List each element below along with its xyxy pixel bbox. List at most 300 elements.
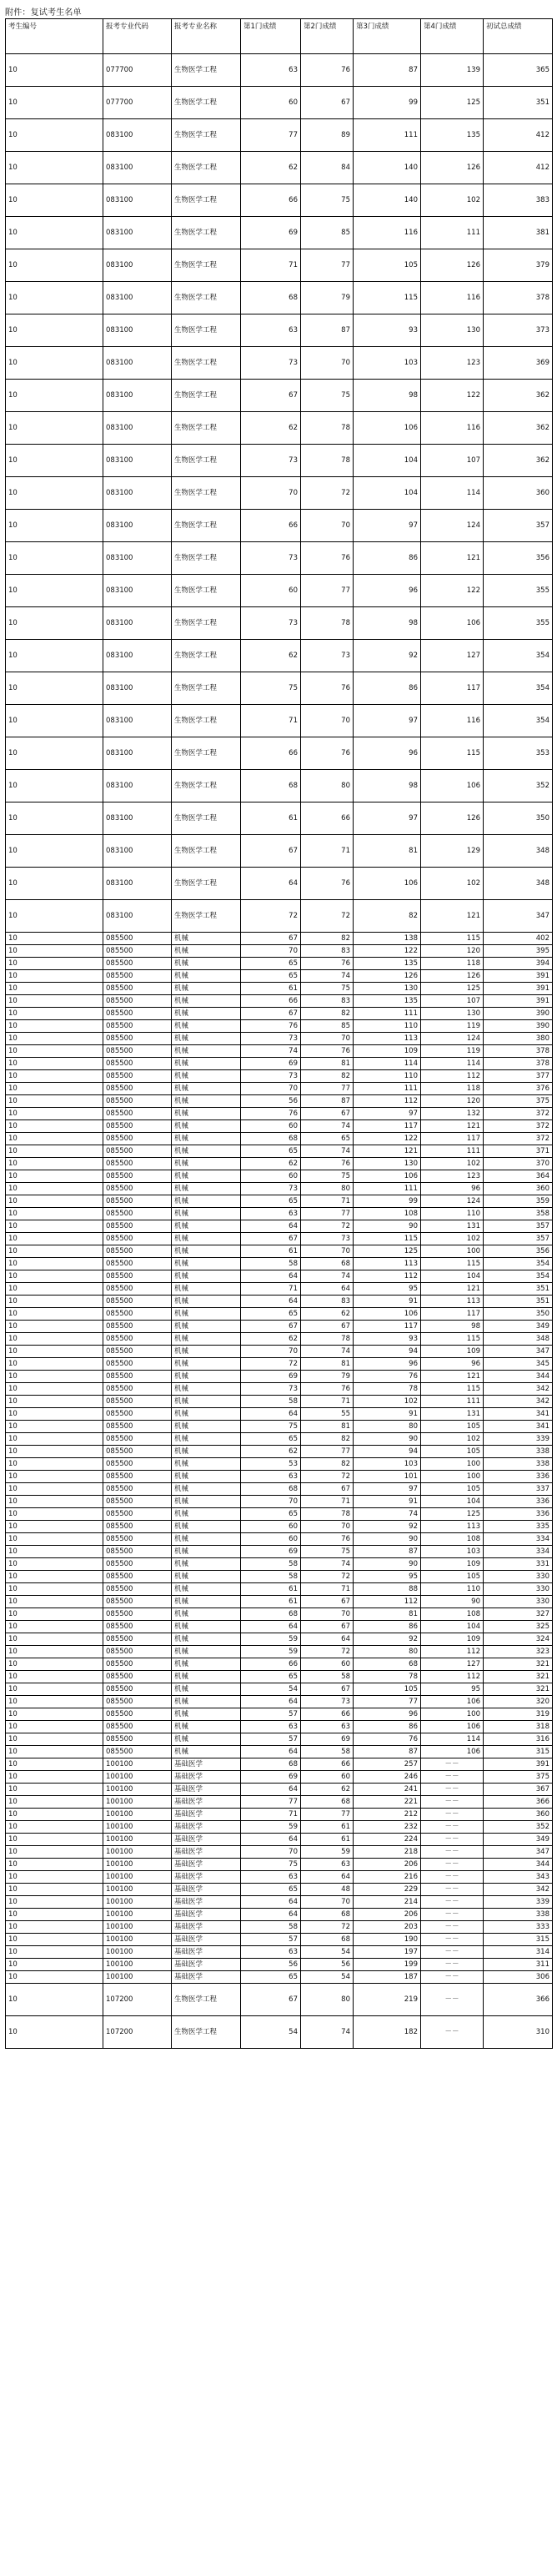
- cell-major-name: 机械: [172, 1608, 241, 1621]
- cell-candidate-id: 10: [6, 1145, 103, 1158]
- table-row: [6, 1646, 553, 1658]
- cell-score-4: 102: [421, 184, 484, 217]
- cell-score-2: 71: [301, 1496, 354, 1508]
- cell-major-code: 085500: [103, 1371, 172, 1383]
- cell-major-code: 100100: [103, 1834, 172, 1846]
- cell-score-4: 124: [421, 1195, 484, 1208]
- cell-score-3: 257: [354, 1758, 421, 1771]
- cell-total-score: 355: [484, 607, 553, 640]
- cell-score-1: 73: [241, 1070, 301, 1083]
- cell-score-1: 63: [241, 1208, 301, 1220]
- cell-total-score: 310: [484, 2016, 553, 2049]
- cell-score-2: 80: [301, 1984, 354, 2016]
- cell-major-name: 机械: [172, 1496, 241, 1508]
- cell-major-code: 085500: [103, 995, 172, 1008]
- cell-major-name: 生物医学工程: [172, 575, 241, 607]
- cell-score-3: 93: [354, 1333, 421, 1346]
- cell-total-score: 412: [484, 152, 553, 184]
- cell-total-score: 347: [484, 900, 553, 933]
- cell-score-2: 68: [301, 1258, 354, 1270]
- cell-major-code: 083100: [103, 249, 172, 282]
- cell-candidate-id: 10: [6, 1358, 103, 1371]
- cell-score-1: 63: [241, 1871, 301, 1884]
- cell-score-4: 108: [421, 1608, 484, 1621]
- cell-score-3: 216: [354, 1871, 421, 1884]
- cell-major-code: 085500: [103, 1045, 172, 1058]
- table-row: [6, 933, 553, 945]
- cell-major-name: 机械: [172, 1483, 241, 1496]
- table-row: [6, 995, 553, 1008]
- cell-score-1: 66: [241, 737, 301, 770]
- cell-score-1: 71: [241, 705, 301, 737]
- cell-candidate-id: 10: [6, 1408, 103, 1421]
- cell-major-code: 100100: [103, 1909, 172, 1921]
- cell-score-4: 123: [421, 347, 484, 380]
- table-row: [6, 314, 553, 347]
- cell-major-code: 085500: [103, 1245, 172, 1258]
- cell-score-1: 62: [241, 1333, 301, 1346]
- cell-candidate-id: 10: [6, 1346, 103, 1358]
- cell-score-1: 70: [241, 1346, 301, 1358]
- table-row: [6, 983, 553, 995]
- cell-score-2: 67: [301, 87, 354, 119]
- cell-score-1: 64: [241, 1696, 301, 1708]
- cell-major-code: 085500: [103, 1658, 172, 1671]
- cell-candidate-id: 10: [6, 1658, 103, 1671]
- cell-score-2: 74: [301, 2016, 354, 2049]
- cell-score-1: 68: [241, 1483, 301, 1496]
- cell-score-2: 66: [301, 1708, 354, 1721]
- cell-score-3: 103: [354, 1458, 421, 1471]
- table-row: [6, 1658, 553, 1671]
- cell-score-3: 87: [354, 54, 421, 87]
- cell-score-3: 111: [354, 1183, 421, 1195]
- cell-total-score: 316: [484, 1733, 553, 1746]
- cell-score-1: 68: [241, 1133, 301, 1145]
- cell-candidate-id: 10: [6, 970, 103, 983]
- cell-score-3: 95: [354, 1571, 421, 1583]
- cell-score-3: 115: [354, 1233, 421, 1245]
- cell-major-code: 085500: [103, 1270, 172, 1283]
- cell-major-name: 机械: [172, 1633, 241, 1646]
- cell-score-2: 62: [301, 1784, 354, 1796]
- cell-score-3: 111: [354, 1008, 421, 1020]
- cell-major-name: 生物医学工程: [172, 1984, 241, 2016]
- cell-candidate-id: 10: [6, 184, 103, 217]
- cell-major-name: 机械: [172, 1446, 241, 1458]
- cell-score-1: 69: [241, 1371, 301, 1383]
- cell-score-3: 187: [354, 1971, 421, 1984]
- cell-score-3: 88: [354, 1583, 421, 1596]
- cell-score-3: 86: [354, 542, 421, 575]
- cell-candidate-id: 10: [6, 1371, 103, 1383]
- table-row: [6, 1446, 553, 1458]
- cell-score-3: 105: [354, 1683, 421, 1696]
- header-score-4: 第4门成绩: [421, 19, 484, 54]
- cell-score-2: 75: [301, 1546, 354, 1558]
- cell-score-1: 59: [241, 1821, 301, 1834]
- cell-total-score: 321: [484, 1671, 553, 1683]
- table-row: [6, 1258, 553, 1270]
- cell-major-code: 083100: [103, 380, 172, 412]
- cell-score-4: 106: [421, 1746, 484, 1758]
- cell-major-name: 机械: [172, 1183, 241, 1195]
- cell-total-score: 357: [484, 1220, 553, 1233]
- cell-major-name: 机械: [172, 1120, 241, 1133]
- cell-score-2: 74: [301, 1346, 354, 1358]
- cell-total-score: 359: [484, 1195, 553, 1208]
- cell-major-code: 085500: [103, 1608, 172, 1621]
- cell-score-3: 218: [354, 1846, 421, 1859]
- cell-major-name: 机械: [172, 1195, 241, 1208]
- cell-score-3: 94: [354, 1446, 421, 1458]
- cell-candidate-id: 10: [6, 933, 103, 945]
- cell-score-3: 125: [354, 1245, 421, 1258]
- cell-score-1: 67: [241, 835, 301, 868]
- cell-total-score: 350: [484, 802, 553, 835]
- table-row: [6, 1208, 553, 1220]
- cell-major-code: 085500: [103, 1058, 172, 1070]
- cell-score-1: 58: [241, 1258, 301, 1270]
- cell-total-score: 354: [484, 1270, 553, 1283]
- cell-total-score: 394: [484, 958, 553, 970]
- table-row: [6, 1708, 553, 1721]
- cell-score-2: 73: [301, 1233, 354, 1245]
- cell-score-3: 113: [354, 1258, 421, 1270]
- cell-candidate-id: 10: [6, 1758, 103, 1771]
- cell-candidate-id: 10: [6, 958, 103, 970]
- cell-score-3: 87: [354, 1546, 421, 1558]
- cell-major-code: 085500: [103, 1095, 172, 1108]
- cell-score-4: －－: [421, 1758, 484, 1771]
- table-row: [6, 1058, 553, 1070]
- cell-total-score: 349: [484, 1834, 553, 1846]
- cell-major-code: 085500: [103, 1083, 172, 1095]
- table-row: [6, 445, 553, 477]
- cell-major-name: 机械: [172, 1033, 241, 1045]
- cell-major-name: 机械: [172, 1558, 241, 1571]
- cell-score-3: 115: [354, 282, 421, 314]
- cell-score-1: 65: [241, 1884, 301, 1896]
- cell-score-1: 57: [241, 1733, 301, 1746]
- cell-score-1: 60: [241, 1533, 301, 1546]
- table-row: [6, 1784, 553, 1796]
- cell-major-name: 机械: [172, 1671, 241, 1683]
- cell-major-code: 100100: [103, 1971, 172, 1984]
- cell-major-name: 机械: [172, 1346, 241, 1358]
- cell-score-2: 82: [301, 1070, 354, 1083]
- cell-score-2: 48: [301, 1884, 354, 1896]
- cell-score-1: 63: [241, 1721, 301, 1733]
- cell-score-2: 64: [301, 1871, 354, 1884]
- cell-major-code: 085500: [103, 1621, 172, 1633]
- cell-major-code: 083100: [103, 737, 172, 770]
- table-row: [6, 347, 553, 380]
- cell-major-name: 机械: [172, 1208, 241, 1220]
- table-row: [6, 1396, 553, 1408]
- cell-candidate-id: 10: [6, 1846, 103, 1859]
- cell-score-1: 76: [241, 1020, 301, 1033]
- cell-candidate-id: 10: [6, 1521, 103, 1533]
- cell-candidate-id: 10: [6, 1245, 103, 1258]
- cell-score-3: 81: [354, 835, 421, 868]
- cell-score-2: 73: [301, 1696, 354, 1708]
- cell-major-code: 085500: [103, 1258, 172, 1270]
- cell-major-code: 107200: [103, 1984, 172, 2016]
- cell-candidate-id: 10: [6, 1095, 103, 1108]
- cell-total-score: 351: [484, 1296, 553, 1308]
- cell-major-name: 机械: [172, 933, 241, 945]
- table-row: [6, 1321, 553, 1333]
- cell-major-name: 机械: [172, 1070, 241, 1083]
- cell-score-1: 64: [241, 1621, 301, 1633]
- cell-score-2: 77: [301, 249, 354, 282]
- header-candidate-id: 考生编号: [6, 19, 103, 54]
- cell-candidate-id: 10: [6, 542, 103, 575]
- cell-score-2: 76: [301, 1383, 354, 1396]
- cell-total-score: 356: [484, 542, 553, 575]
- table-row: [6, 1934, 553, 1946]
- cell-total-score: 336: [484, 1508, 553, 1521]
- cell-total-score: 376: [484, 1083, 553, 1095]
- cell-score-1: 64: [241, 1784, 301, 1796]
- cell-score-2: 70: [301, 705, 354, 737]
- cell-major-code: 085500: [103, 1321, 172, 1333]
- cell-score-1: 61: [241, 1245, 301, 1258]
- cell-candidate-id: 10: [6, 1270, 103, 1283]
- cell-score-1: 61: [241, 983, 301, 995]
- cell-score-4: 121: [421, 900, 484, 933]
- cell-major-code: 085500: [103, 1296, 172, 1308]
- cell-total-score: 342: [484, 1396, 553, 1408]
- cell-score-4: 111: [421, 1145, 484, 1158]
- cell-candidate-id: 10: [6, 1158, 103, 1170]
- cell-total-score: 339: [484, 1433, 553, 1446]
- cell-score-3: 86: [354, 1721, 421, 1733]
- cell-score-4: 111: [421, 1396, 484, 1408]
- cell-score-4: 100: [421, 1458, 484, 1471]
- cell-major-name: 生物医学工程: [172, 835, 241, 868]
- cell-score-3: 99: [354, 87, 421, 119]
- cell-candidate-id: 10: [6, 2016, 103, 2049]
- cell-candidate-id: 10: [6, 1083, 103, 1095]
- cell-total-score: 348: [484, 1333, 553, 1346]
- cell-score-1: 65: [241, 1195, 301, 1208]
- cell-score-4: 105: [421, 1446, 484, 1458]
- cell-major-code: 085500: [103, 1183, 172, 1195]
- cell-major-name: 生物医学工程: [172, 2016, 241, 2049]
- cell-score-1: 70: [241, 477, 301, 510]
- cell-total-score: 330: [484, 1583, 553, 1596]
- cell-score-4: 123: [421, 1170, 484, 1183]
- cell-score-2: 72: [301, 1921, 354, 1934]
- cell-major-name: 机械: [172, 1571, 241, 1583]
- cell-major-code: 100100: [103, 1871, 172, 1884]
- table-row: [6, 1083, 553, 1095]
- cell-major-name: 机械: [172, 1145, 241, 1158]
- cell-score-3: 106: [354, 868, 421, 900]
- cell-score-3: 113: [354, 1033, 421, 1045]
- cell-candidate-id: 10: [6, 1809, 103, 1821]
- cell-major-name: 机械: [172, 1521, 241, 1533]
- cell-total-score: 391: [484, 995, 553, 1008]
- cell-major-code: 085500: [103, 1446, 172, 1458]
- cell-total-score: 358: [484, 1208, 553, 1220]
- cell-score-3: 93: [354, 314, 421, 347]
- cell-score-4: 100: [421, 1708, 484, 1721]
- table-row: [6, 835, 553, 868]
- header-score-3: 第3门成绩: [354, 19, 421, 54]
- cell-score-3: 214: [354, 1896, 421, 1909]
- table-row: [6, 1033, 553, 1045]
- cell-major-name: 机械: [172, 1683, 241, 1696]
- cell-major-code: 085500: [103, 1033, 172, 1045]
- cell-candidate-id: 10: [6, 1220, 103, 1233]
- cell-score-2: 80: [301, 770, 354, 802]
- cell-major-name: 机械: [172, 1083, 241, 1095]
- cell-score-1: 73: [241, 542, 301, 575]
- cell-score-2: 89: [301, 119, 354, 152]
- cell-score-4: 132: [421, 1108, 484, 1120]
- cell-score-1: 62: [241, 1446, 301, 1458]
- table-row: [6, 1145, 553, 1158]
- cell-score-3: 135: [354, 995, 421, 1008]
- cell-score-1: 57: [241, 1934, 301, 1946]
- cell-score-2: 66: [301, 802, 354, 835]
- cell-candidate-id: 10: [6, 1596, 103, 1608]
- cell-score-3: 78: [354, 1671, 421, 1683]
- cell-candidate-id: 10: [6, 705, 103, 737]
- cell-major-code: 085500: [103, 1120, 172, 1133]
- cell-major-name: 机械: [172, 1245, 241, 1258]
- cell-candidate-id: 10: [6, 1708, 103, 1721]
- cell-total-score: 337: [484, 1483, 553, 1496]
- cell-major-code: 083100: [103, 217, 172, 249]
- cell-score-2: 76: [301, 868, 354, 900]
- cell-major-name: 生物医学工程: [172, 87, 241, 119]
- cell-score-2: 55: [301, 1408, 354, 1421]
- cell-candidate-id: 10: [6, 1934, 103, 1946]
- cell-total-score: 330: [484, 1596, 553, 1608]
- cell-major-code: 085500: [103, 1583, 172, 1596]
- table-row: [6, 1796, 553, 1809]
- table-row: [6, 1809, 553, 1821]
- cell-score-3: 92: [354, 1521, 421, 1533]
- cell-score-3: 95: [354, 1283, 421, 1296]
- table-row: [6, 970, 553, 983]
- table-row: [6, 1020, 553, 1033]
- cell-score-4: 104: [421, 1496, 484, 1508]
- cell-candidate-id: 10: [6, 477, 103, 510]
- cell-candidate-id: 10: [6, 1446, 103, 1458]
- cell-score-2: 83: [301, 1296, 354, 1308]
- cell-score-4: －－: [421, 1859, 484, 1871]
- cell-total-score: 344: [484, 1371, 553, 1383]
- cell-score-3: 96: [354, 575, 421, 607]
- cell-score-2: 67: [301, 1621, 354, 1633]
- cell-major-code: 083100: [103, 542, 172, 575]
- cell-total-score: 338: [484, 1446, 553, 1458]
- cell-total-score: 319: [484, 1708, 553, 1721]
- cell-candidate-id: 10: [6, 1871, 103, 1884]
- cell-score-4: 125: [421, 87, 484, 119]
- cell-candidate-id: 10: [6, 1496, 103, 1508]
- cell-score-4: 131: [421, 1408, 484, 1421]
- cell-score-1: 67: [241, 1008, 301, 1020]
- cell-score-3: 80: [354, 1646, 421, 1658]
- cell-candidate-id: 10: [6, 737, 103, 770]
- cell-score-3: 111: [354, 119, 421, 152]
- cell-score-4: －－: [421, 1921, 484, 1934]
- cell-candidate-id: 10: [6, 1183, 103, 1195]
- cell-major-code: 083100: [103, 868, 172, 900]
- cell-score-4: 98: [421, 1321, 484, 1333]
- cell-score-3: 117: [354, 1120, 421, 1133]
- cell-score-2: 61: [301, 1821, 354, 1834]
- cell-score-2: 54: [301, 1946, 354, 1959]
- cell-total-score: 343: [484, 1871, 553, 1884]
- cell-score-4: 113: [421, 1296, 484, 1308]
- cell-score-1: 70: [241, 1846, 301, 1859]
- cell-score-2: 71: [301, 835, 354, 868]
- cell-score-1: 71: [241, 1283, 301, 1296]
- cell-major-name: 机械: [172, 1646, 241, 1658]
- cell-major-code: 085500: [103, 1571, 172, 1583]
- cell-score-3: 87: [354, 1746, 421, 1758]
- cell-total-score: 327: [484, 1608, 553, 1621]
- table-row: [6, 1633, 553, 1646]
- cell-candidate-id: 10: [6, 1108, 103, 1120]
- cell-score-2: 76: [301, 542, 354, 575]
- table-row: [6, 380, 553, 412]
- cell-score-4: 116: [421, 705, 484, 737]
- cell-score-1: 69: [241, 1546, 301, 1558]
- cell-score-3: 199: [354, 1959, 421, 1971]
- cell-score-3: 122: [354, 945, 421, 958]
- cell-candidate-id: 10: [6, 445, 103, 477]
- cell-major-name: 生物医学工程: [172, 249, 241, 282]
- table-row: [6, 1896, 553, 1909]
- cell-major-code: 085500: [103, 1733, 172, 1746]
- cell-score-2: 76: [301, 672, 354, 705]
- cell-major-name: 机械: [172, 983, 241, 995]
- cell-total-score: 341: [484, 1421, 553, 1433]
- cell-major-code: 085500: [103, 1308, 172, 1321]
- cell-score-1: 73: [241, 347, 301, 380]
- cell-score-2: 74: [301, 1270, 354, 1283]
- table-row: [6, 705, 553, 737]
- cell-major-name: 机械: [172, 1133, 241, 1145]
- cell-score-4: 126: [421, 802, 484, 835]
- cell-major-code: 085500: [103, 1070, 172, 1083]
- cell-score-4: 102: [421, 868, 484, 900]
- cell-candidate-id: 10: [6, 1896, 103, 1909]
- cell-score-1: 71: [241, 249, 301, 282]
- cell-score-4: 122: [421, 575, 484, 607]
- cell-total-score: 331: [484, 1558, 553, 1571]
- cell-score-3: 182: [354, 2016, 421, 2049]
- cell-candidate-id: 10: [6, 640, 103, 672]
- cell-candidate-id: 10: [6, 1621, 103, 1633]
- table-row: [6, 1821, 553, 1834]
- cell-total-score: 378: [484, 282, 553, 314]
- cell-score-4: 115: [421, 1258, 484, 1270]
- cell-score-1: 60: [241, 1120, 301, 1133]
- cell-total-score: 336: [484, 1471, 553, 1483]
- cell-score-3: 68: [354, 1658, 421, 1671]
- cell-major-code: 085500: [103, 1233, 172, 1245]
- cell-candidate-id: 10: [6, 282, 103, 314]
